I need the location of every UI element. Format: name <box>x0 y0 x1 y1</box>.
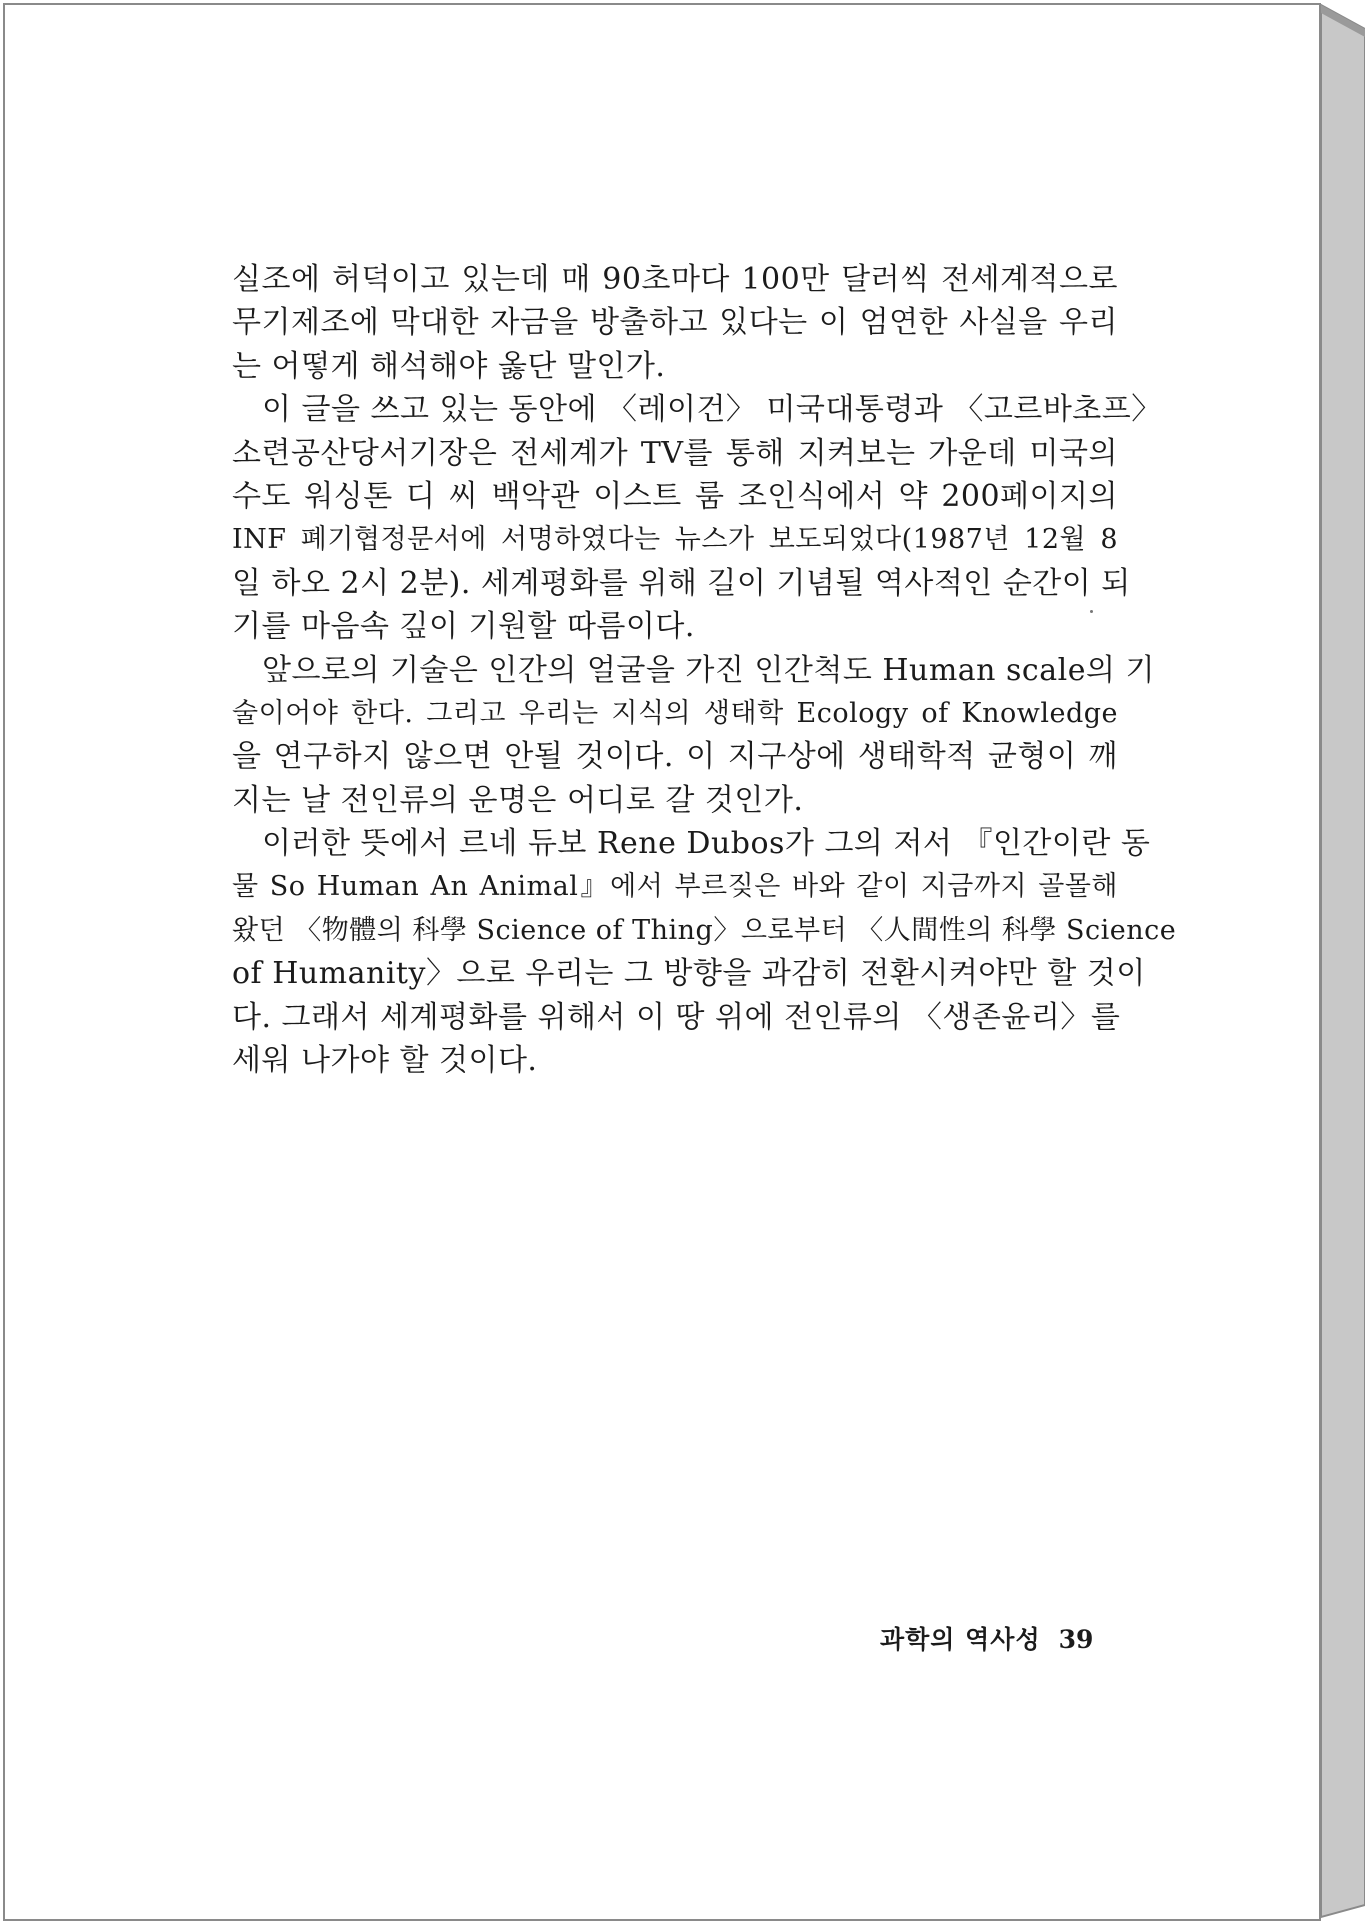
text-line: 지는 날 전인류의 운명은 어디로 갈 것인가. <box>232 782 804 818</box>
text-line: INF 폐기협정문서에 서명하였다는 뉴스가 보도되었다(1987년 12월 8 <box>232 524 1118 556</box>
text-line: 소련공산당서기장은 전세계가 TV를 통해 지켜보는 가운데 미국의 <box>232 435 1118 471</box>
text-line: 술이어야 한다. 그리고 우리는 지식의 생태학 Ecology of Knowledge <box>232 697 1118 729</box>
text-line: 세워 나가야 할 것이다. <box>232 1043 538 1079</box>
text-line: 다. 그래서 세계평화를 위해서 이 땅 위에 전인류의 〈생존윤리〉를 <box>232 999 1121 1035</box>
paragraph-4 <box>232 822 1177 1082</box>
page-edge <box>1321 3 1365 1921</box>
text-line: 왔던 〈物體의 科學 Science of Thing〉으로부터 〈人間性의 科學 Science <box>232 914 1177 946</box>
text-line: 수도 워싱톤 디 씨 백악관 이스트 룸 조인식에서 약 200페이지의 <box>232 478 1118 514</box>
paragraph-3 <box>232 649 1155 823</box>
text-line: of Humanity〉으로 우리는 그 방향을 과감히 전환시켜야만 할 것이 <box>232 956 1146 992</box>
text-line: 는 어떻게 해석해야 옳단 말인가. <box>232 348 666 384</box>
text-line: 실조에 허덕이고 있는데 매 90초마다 100만 달러씩 전세계적으로 <box>232 262 1118 297</box>
paragraph-2 <box>232 388 1162 648</box>
text-line: 무기제조에 막대한 자금을 방출하고 있다는 이 엄연한 사실을 우리 <box>232 305 1118 341</box>
text-line: 이 글을 쓰고 있는 동안에 〈레이건〉 미국대통령과 〈고르바초프〉 <box>262 392 1162 428</box>
paragraph-1 <box>232 258 1118 388</box>
text-line: 일 하오 2시 2분). 세계평화를 위해 길이 기념될 역사적인 순간이 되 <box>232 565 1131 601</box>
text-line: 앞으로의 기술은 인간의 얼굴을 가진 인간척도 Human scale의 기 <box>262 652 1155 688</box>
print-speck <box>1090 610 1093 613</box>
body-text <box>232 258 1177 1082</box>
running-title: 과학의 역사성 <box>880 1625 1041 1654</box>
page-footer <box>880 1620 1100 1660</box>
text-line: 이러한 뜻에서 르네 듀보 Rene Dubos가 그의 저서 『인간이란 동 <box>262 826 1151 862</box>
page-number: 39 <box>1058 1625 1094 1654</box>
text-line: 을 연구하지 않으면 안될 것이다. 이 지구상에 생태학적 균형이 깨 <box>232 739 1118 775</box>
text-line: 기를 마음속 깊이 기원할 따름이다. <box>232 609 695 645</box>
text-line: 물 So Human An Animal』에서 부르짖은 바와 같이 지금까지 골몰해 <box>232 871 1118 903</box>
